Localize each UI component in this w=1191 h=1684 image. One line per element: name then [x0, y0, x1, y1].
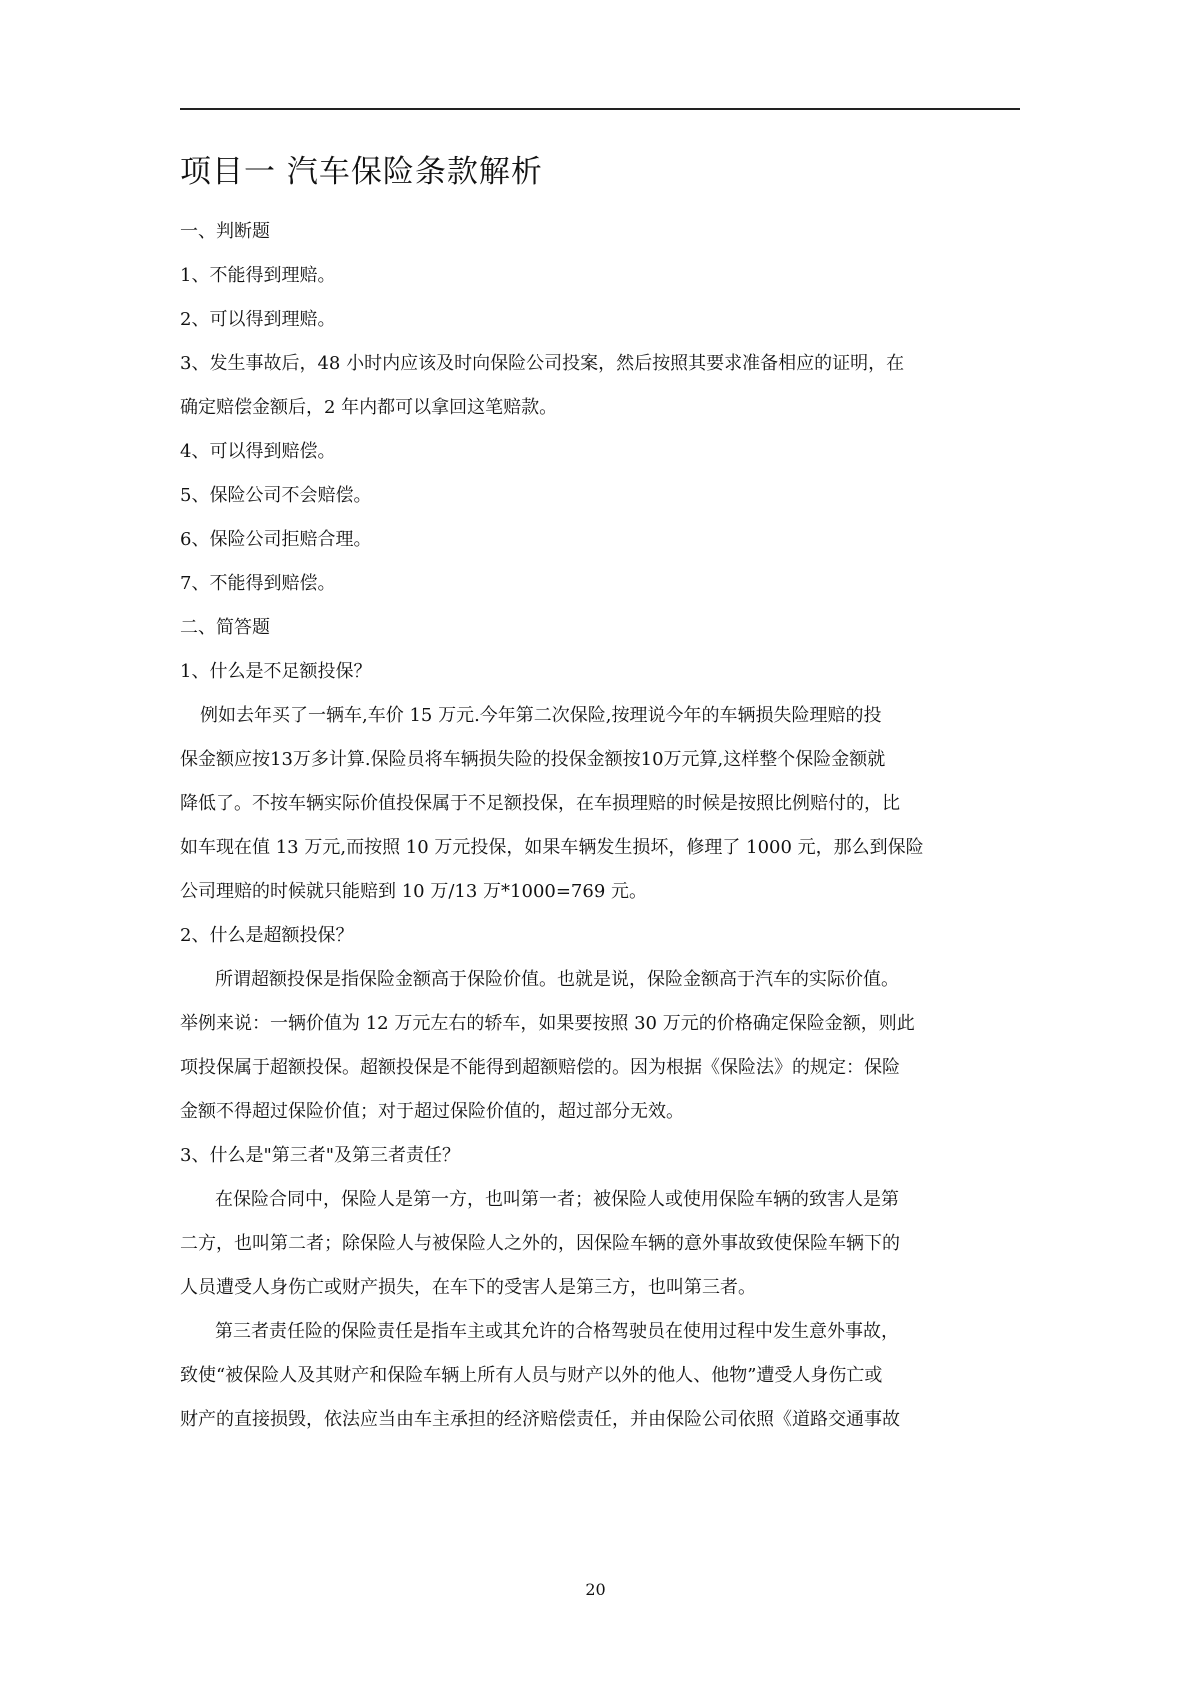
header-rule — [180, 108, 1020, 110]
answer-2: 2、可以得到理赔。 — [180, 309, 336, 330]
answer-5: 5、保险公司不会赔偿。 — [180, 485, 372, 506]
answer-3-line-2: 确定赔偿金额后，2 年内都可以拿回这笔赔款。 — [180, 397, 558, 418]
paragraph-line: 所谓超额投保是指保险金额高于保险价值。也就是说，保险金额高于汽车的实际价值。 — [215, 969, 899, 990]
question-2: 2、什么是超额投保？ — [180, 925, 354, 946]
paragraph-line: 金额不得超过保险价值；对于超过保险价值的，超过部分无效。 — [180, 1101, 684, 1122]
answer-6: 6、保险公司拒赔合理。 — [180, 529, 372, 550]
answer-7: 7、不能得到赔偿。 — [180, 573, 336, 594]
paragraph-line: 二方，也叫第二者；除保险人与被保险人之外的，因保险车辆的意外事故致使保险车辆下的 — [180, 1233, 900, 1254]
answer-1: 1、不能得到理赔。 — [180, 265, 336, 286]
question-3: 3、什么是"第三者"及第三者责任？ — [180, 1145, 461, 1166]
paragraph-line: 项投保属于超额投保。超额投保是不能得到超额赔偿的。因为根据《保险法》的规定：保险 — [180, 1057, 900, 1078]
paragraph-line: 保金额应按13万多计算.保险员将车辆损失险的投保金额按10万元算,这样整个保险金额就 — [180, 749, 886, 770]
question-1: 1、什么是不足额投保？ — [180, 661, 372, 682]
paragraph-line: 致使“被保险人及其财产和保险车辆上所有人员与财产以外的他人、他物”遭受人身伤亡或 — [180, 1365, 883, 1386]
paragraph-line: 财产的直接损毁，依法应当由车主承担的经济赔偿责任，并由保险公司依照《道路交通事故 — [180, 1409, 900, 1430]
section-heading-short-answer: 二、简答题 — [180, 617, 270, 638]
paragraph-line: 例如去年买了一辆车,车价 15 万元.今年第二次保险,按理说今年的车辆损失险理赔的投 — [200, 705, 882, 726]
paragraph-line: 人员遭受人身伤亡或财产损失，在车下的受害人是第三方，也叫第三者。 — [180, 1277, 756, 1298]
paragraph-line: 第三者责任险的保险责任是指车主或其允许的合格驾驶员在使用过程中发生意外事故， — [215, 1321, 899, 1342]
answer-3-line-1: 3、发生事故后，48 小时内应该及时向保险公司投案，然后按照其要求准备相应的证明，在 — [180, 353, 905, 374]
answer-4: 4、可以得到赔偿。 — [180, 441, 336, 462]
page-number: 20 — [585, 1580, 606, 1599]
paragraph-line: 如车现在值 13 万元,而按照 10 万元投保，如果车辆发生损坏，修理了 1000 元，那么到保险 — [180, 837, 924, 858]
page-title: 项目一 汽车保险条款解析 — [180, 154, 543, 190]
section-heading-true-false: 一、判断题 — [180, 221, 270, 242]
paragraph-line: 降低了。不按车辆实际价值投保属于不足额投保，在车损理赔的时候是按照比例赔付的，比 — [180, 793, 900, 814]
paragraph-line: 举例来说：一辆价值为 12 万元左右的轿车，如果要按照 30 万元的价格确定保险金额，则此 — [180, 1013, 915, 1034]
paragraph-line: 公司理赔的时候就只能赔到 10 万/13 万*1000=769 元。 — [180, 881, 648, 902]
paragraph-line: 在保险合同中，保险人是第一方，也叫第一者；被保险人或使用保险车辆的致害人是第 — [215, 1189, 899, 1210]
